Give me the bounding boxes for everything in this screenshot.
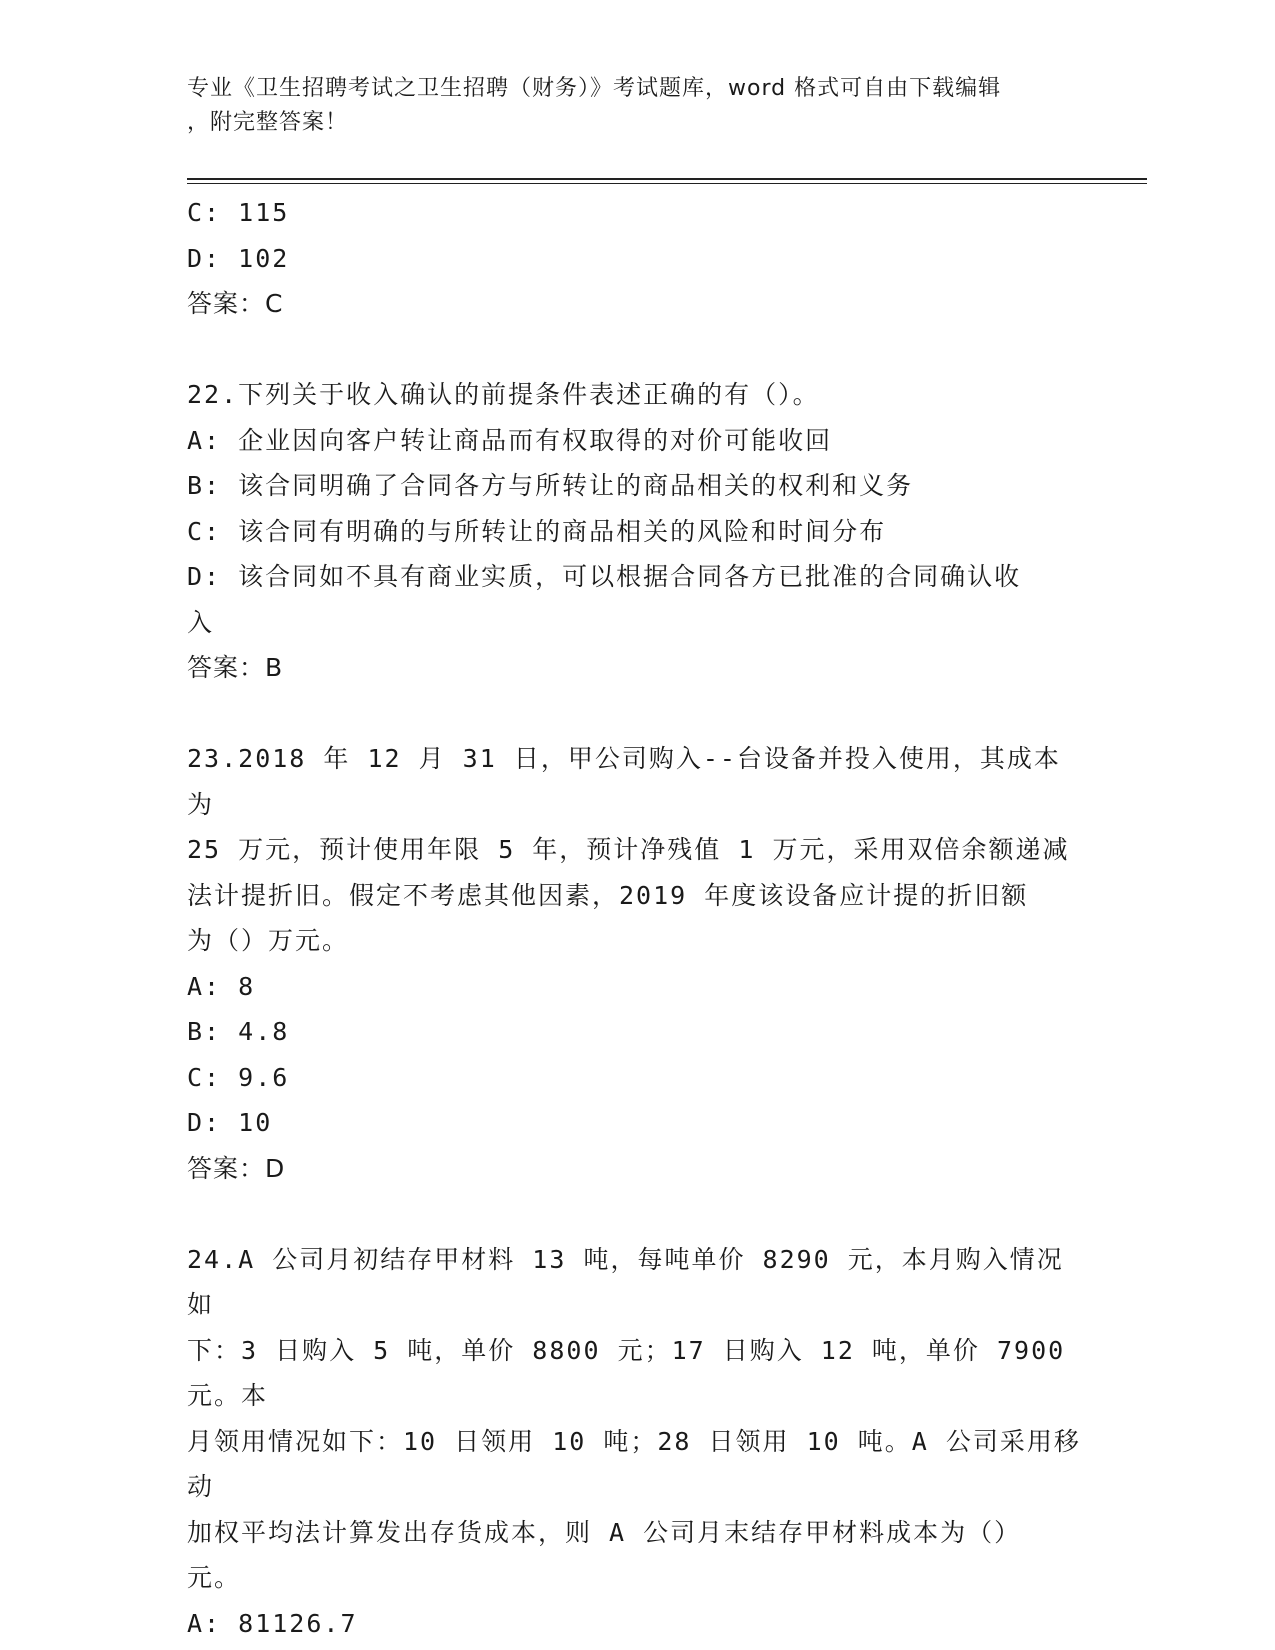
question-stem-line-2: 下：3 日购入 5 吨，单价 8800 元；17 日购入 12 吨，单价 7900 元。本 [187, 1335, 1083, 1410]
question-stem-line-1: 23.2018 年 12 月 31 日，甲公司购入--台设备并投入使用，其成本为 [187, 744, 1061, 819]
question-21-tail [187, 190, 1087, 327]
spacer [187, 1191, 1087, 1237]
answer: 答案：B [187, 653, 284, 682]
header-line-1: 专业《卫生招聘考试之卫生招聘（财务）》考试题库，word 格式可自由下载编辑 [187, 76, 1002, 101]
option-a: A: 8 [187, 971, 256, 1001]
question-list [187, 190, 1087, 1646]
spacer [187, 327, 1087, 373]
question-stem-line-4: 为（）万元。 [187, 926, 350, 955]
option-d: D: 10 [187, 1108, 273, 1137]
question-stem-line-3: 法计提折旧。假定不考虑其他因素，2019 年度该设备应计提的折旧额 [187, 880, 1029, 910]
question-24 [187, 1237, 1087, 1647]
question-stem: 22.下列关于收入确认的前提条件表述正确的有（）。 [187, 380, 820, 409]
option-c: C: 9.6 [187, 1062, 290, 1092]
question-22 [187, 372, 1087, 691]
question-23 [187, 736, 1087, 1191]
spacer [187, 691, 1087, 737]
option-d-line-1: D: 该合同如不具有商业实质，可以根据合同各方已批准的合同确认收 [187, 562, 1022, 591]
option-a: A: 81126.7 [187, 1608, 358, 1638]
question-stem-line-2: 25 万元，预计使用年限 5 年，预计净残值 1 万元，采用双倍余额递减 [187, 835, 1070, 864]
question-stem-line-4: 加权平均法计算发出存货成本，则 A 公司月末结存甲材料成本为（） [187, 1517, 1022, 1547]
answer: 答案：D [187, 1153, 286, 1183]
option-d: D: 102 [187, 243, 290, 273]
option-c: C: 115 [187, 198, 290, 227]
answer: 答案：C [187, 289, 284, 318]
option-d-line-2: 入 [187, 607, 215, 637]
document-header [187, 72, 1087, 140]
question-stem-line-1: 24.A 公司月初结存甲材料 13 吨，每吨单价 8290 元，本月购入情况如 [187, 1244, 1064, 1319]
question-stem-line-3: 月领用情况如下：10 日领用 10 吨；28 日领用 10 吨。A 公司采用移动 [187, 1426, 1081, 1501]
option-b: B: 4.8 [187, 1017, 290, 1046]
option-c: C: 该合同有明确的与所转让的商品相关的风险和时间分布 [187, 516, 887, 546]
header-divider-thick [187, 178, 1147, 180]
option-a: A: 企业因向客户转让商品而有权取得的对价可能收回 [187, 425, 833, 455]
header-line-2: ，附完整答案！ [187, 110, 349, 135]
header-divider-thin [187, 183, 1147, 184]
option-b: B: 该合同明确了合同各方与所转让的商品相关的权利和义务 [187, 471, 914, 500]
question-stem-line-5: 元。 [187, 1563, 242, 1592]
